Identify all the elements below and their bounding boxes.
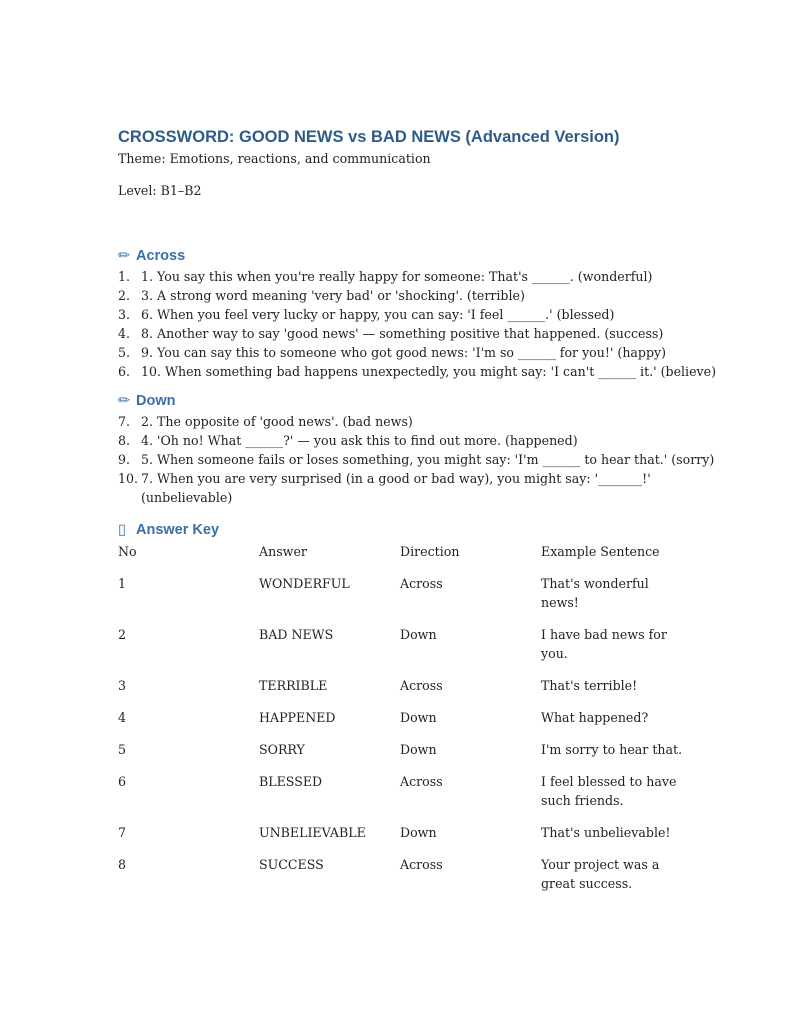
row-direction: Across — [400, 857, 443, 872]
table-row — [118, 574, 683, 625]
clue-text: 2. The opposite of 'good news'. (bad news) — [141, 414, 413, 429]
clue-number: 6. — [118, 364, 131, 379]
down-clue-list — [118, 412, 715, 507]
across-heading — [118, 246, 678, 266]
row-example-sentence: Your project was a great success. — [541, 857, 660, 891]
table-row — [118, 740, 683, 772]
row-example-sentence: That's wonderful news! — [541, 576, 649, 610]
row-answer: WONDERFUL — [259, 576, 350, 591]
clue-number: 9. — [118, 452, 131, 467]
across-clue — [118, 343, 678, 362]
document-title: CROSSWORD: GOOD NEWS vs BAD NEWS (Advanced Version) — [118, 128, 620, 146]
theme-line: Theme: Emotions, reactions, and communication — [118, 151, 431, 166]
answer-key-body — [118, 574, 683, 906]
across-heading-label: Across — [136, 248, 186, 264]
answer-key-header-row — [118, 542, 683, 574]
table-row — [118, 772, 683, 823]
table-row — [118, 855, 683, 906]
clue-text: 7. When you are very surprised (in a good or bad way), you might say: '_______!' (unbelievable) — [141, 471, 651, 505]
pencil-icon: ✏ — [118, 248, 131, 264]
clue-text: 8. Another way to say 'good news' — something positive that happened. (success) — [141, 326, 664, 341]
answer-key-heading-label: Answer Key — [136, 522, 220, 538]
row-number: 2 — [118, 627, 127, 642]
answer-key-heading — [118, 520, 678, 540]
clue-text: 1. You say this when you're really happy for someone: That's ______. (wonderful) — [141, 269, 653, 284]
across-clue — [118, 362, 717, 381]
row-example-sentence: I'm sorry to hear that. — [541, 742, 683, 757]
document-content — [118, 126, 717, 906]
row-number: 3 — [118, 678, 127, 693]
row-example-sentence: I have bad news for you. — [541, 627, 667, 661]
down-clue — [118, 450, 715, 469]
table-row — [118, 823, 683, 855]
clue-text: 10. When something bad happens unexpectedly, you might say: 'I can't ______ it.' (believe) — [141, 364, 717, 379]
row-answer: BAD NEWS — [259, 627, 334, 642]
clue-number: 4. — [118, 326, 131, 341]
header-no: No — [118, 544, 137, 559]
row-answer: SORRY — [259, 742, 305, 757]
row-example-sentence: That's terrible! — [541, 678, 638, 693]
across-clue — [118, 286, 678, 305]
row-answer: BLESSED — [259, 774, 323, 789]
across-clue — [118, 305, 678, 324]
table-row — [118, 625, 683, 676]
row-direction: Down — [400, 825, 437, 840]
across-clue — [118, 324, 678, 343]
table-row — [118, 708, 683, 740]
across-clue-list — [118, 267, 717, 381]
clue-number: 8. — [118, 433, 131, 448]
missing-glyph-icon: ▯ — [118, 522, 126, 538]
row-number: 5 — [118, 742, 127, 757]
header-answer: Answer — [259, 544, 307, 559]
clue-number: 10. — [118, 471, 139, 486]
row-direction: Across — [400, 576, 443, 591]
clue-number: 3. — [118, 307, 131, 322]
table-row — [118, 676, 683, 708]
clue-number: 5. — [118, 345, 131, 360]
pencil-icon: ✏ — [118, 393, 131, 409]
header-direction: Direction — [400, 544, 460, 559]
row-number: 6 — [118, 774, 127, 789]
across-clue — [118, 267, 678, 286]
row-example-sentence: What happened? — [541, 710, 649, 725]
clue-text: 3. A strong word meaning 'very bad' or 'shocking'. (terrible) — [141, 288, 525, 303]
clue-text: 6. When you feel very lucky or happy, you can say: 'I feel ______.' (blessed) — [141, 307, 615, 322]
clue-text: 5. When someone fails or loses something, you might say: 'I'm ______ to hear that.' (sorry) — [141, 452, 715, 467]
row-answer: UNBELIEVABLE — [259, 825, 366, 840]
down-heading — [118, 391, 678, 411]
down-clue — [118, 469, 678, 507]
clue-number: 1. — [118, 269, 131, 284]
row-example-sentence: I feel blessed to have such friends. — [541, 774, 677, 808]
down-clue — [118, 431, 678, 450]
row-direction: Across — [400, 774, 443, 789]
answer-key-table — [118, 542, 683, 906]
down-heading-label: Down — [136, 393, 176, 409]
row-answer: SUCCESS — [259, 857, 324, 872]
row-direction: Across — [400, 678, 443, 693]
row-direction: Down — [400, 710, 437, 725]
clue-number: 2. — [118, 288, 131, 303]
clue-text: 4. 'Oh no! What ______?' — you ask this to find out more. (happened) — [141, 433, 578, 448]
row-answer: HAPPENED — [259, 710, 336, 725]
row-number: 1 — [118, 576, 127, 591]
row-direction: Down — [400, 627, 437, 642]
row-example-sentence: That's unbelievable! — [541, 825, 671, 840]
clue-number: 7. — [118, 414, 131, 429]
down-clue — [118, 412, 678, 431]
row-number: 7 — [118, 825, 127, 840]
clue-text: 9. You can say this to someone who got good news: 'I'm so ______ for you!' (happy) — [141, 345, 667, 360]
level-line: Level: B1–B2 — [118, 183, 202, 198]
row-direction: Down — [400, 742, 437, 757]
row-answer: TERRIBLE — [259, 678, 328, 693]
header-example-sentence: Example Sentence — [541, 544, 660, 559]
row-number: 4 — [118, 710, 127, 725]
row-number: 8 — [118, 857, 127, 872]
